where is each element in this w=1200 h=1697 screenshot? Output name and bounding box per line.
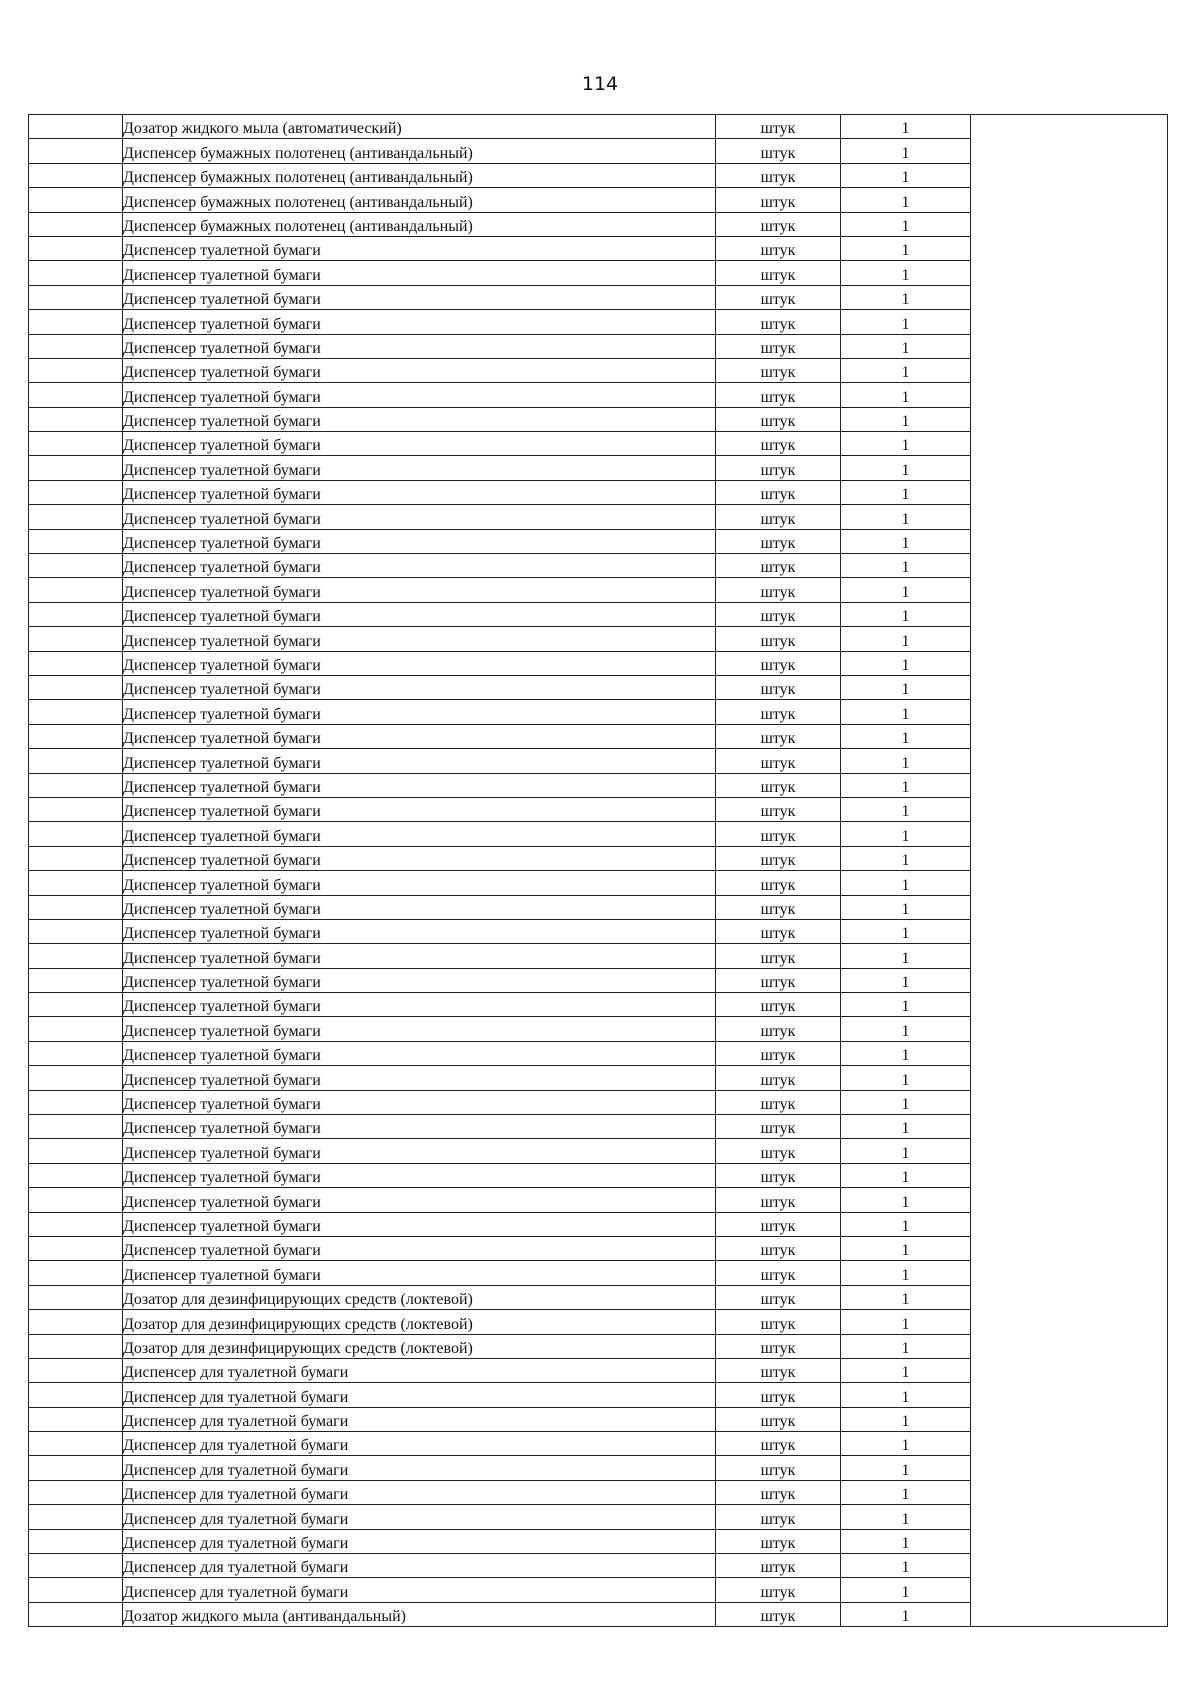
unit-cell: штук	[716, 358, 841, 382]
quantity-cell: 1	[841, 358, 971, 382]
quantity-cell: 1	[841, 407, 971, 431]
unit-cell: штук	[716, 1602, 841, 1626]
item-name-cell: Диспенсер бумажных полотенец (антивандальный)	[123, 188, 716, 212]
item-name-cell: Диспенсер туалетной бумаги	[123, 358, 716, 382]
item-name-cell: Дозатор для дезинфицирующих средств (локтевой)	[123, 1310, 716, 1334]
item-name-cell: Диспенсер туалетной бумаги	[123, 797, 716, 821]
item-name-cell: Дозатор для дезинфицирующих средств (локтевой)	[123, 1285, 716, 1309]
item-name-cell: Диспенсер туалетной бумаги	[123, 1261, 716, 1285]
unit-cell: штук	[716, 1456, 841, 1480]
item-name-cell: Диспенсер туалетной бумаги	[123, 675, 716, 699]
unit-cell: штук	[716, 871, 841, 895]
item-name-cell: Диспенсер для туалетной бумаги	[123, 1358, 716, 1382]
item-name-cell: Дозатор для дезинфицирующих средств (локтевой)	[123, 1334, 716, 1358]
item-name-cell: Диспенсер для туалетной бумаги	[123, 1505, 716, 1529]
unit-cell: штук	[716, 1163, 841, 1187]
row-number-cell	[29, 1212, 123, 1236]
row-number-cell	[29, 1139, 123, 1163]
row-number-cell	[29, 797, 123, 821]
quantity-cell: 1	[841, 651, 971, 675]
unit-cell: штук	[716, 1407, 841, 1431]
quantity-cell: 1	[841, 261, 971, 285]
row-number-cell	[29, 871, 123, 895]
row-number-cell	[29, 1554, 123, 1578]
row-number-cell	[29, 724, 123, 748]
item-name-cell: Диспенсер туалетной бумаги	[123, 1115, 716, 1139]
quantity-cell: 1	[841, 432, 971, 456]
item-name-cell: Диспенсер туалетной бумаги	[123, 432, 716, 456]
item-name-cell: Диспенсер туалетной бумаги	[123, 456, 716, 480]
row-number-cell	[29, 529, 123, 553]
unit-cell: штук	[716, 1505, 841, 1529]
quantity-cell: 1	[841, 188, 971, 212]
unit-cell: штук	[716, 310, 841, 334]
unit-cell: штук	[716, 846, 841, 870]
item-name-cell: Диспенсер туалетной бумаги	[123, 310, 716, 334]
item-name-cell: Диспенсер туалетной бумаги	[123, 480, 716, 504]
quantity-cell: 1	[841, 1358, 971, 1382]
quantity-cell: 1	[841, 456, 971, 480]
row-number-cell	[29, 1334, 123, 1358]
item-name-cell: Диспенсер туалетной бумаги	[123, 285, 716, 309]
quantity-cell: 1	[841, 1163, 971, 1187]
quantity-cell: 1	[841, 797, 971, 821]
quantity-cell: 1	[841, 115, 971, 139]
unit-cell: штук	[716, 919, 841, 943]
quantity-cell: 1	[841, 236, 971, 260]
row-number-cell	[29, 1529, 123, 1553]
row-number-cell	[29, 968, 123, 992]
unit-cell: штук	[716, 1310, 841, 1334]
row-number-cell	[29, 1090, 123, 1114]
row-number-cell	[29, 1188, 123, 1212]
quantity-cell: 1	[841, 1090, 971, 1114]
row-number-cell	[29, 1456, 123, 1480]
quantity-cell: 1	[841, 1529, 971, 1553]
quantity-cell: 1	[841, 602, 971, 626]
row-number-cell	[29, 1310, 123, 1334]
row-number-cell	[29, 212, 123, 236]
row-number-cell	[29, 700, 123, 724]
row-number-cell	[29, 846, 123, 870]
quantity-cell: 1	[841, 1407, 971, 1431]
row-number-cell	[29, 310, 123, 334]
unit-cell: штук	[716, 993, 841, 1017]
item-name-cell: Диспенсер туалетной бумаги	[123, 1236, 716, 1260]
unit-cell: штук	[716, 1041, 841, 1065]
quantity-cell: 1	[841, 1212, 971, 1236]
quantity-cell: 1	[841, 1432, 971, 1456]
quantity-cell: 1	[841, 1261, 971, 1285]
row-number-cell	[29, 358, 123, 382]
page-number: 114	[581, 73, 619, 95]
quantity-cell: 1	[841, 871, 971, 895]
unit-cell: штук	[716, 554, 841, 578]
quantity-cell: 1	[841, 529, 971, 553]
row-number-cell	[29, 188, 123, 212]
item-name-cell: Диспенсер туалетной бумаги	[123, 1066, 716, 1090]
unit-cell: штук	[716, 334, 841, 358]
row-number-cell	[29, 1285, 123, 1309]
unit-cell: штук	[716, 212, 841, 236]
quantity-cell: 1	[841, 139, 971, 163]
item-name-cell: Диспенсер туалетной бумаги	[123, 919, 716, 943]
item-name-cell: Диспенсер туалетной бумаги	[123, 724, 716, 748]
row-number-cell	[29, 334, 123, 358]
item-name-cell: Диспенсер для туалетной бумаги	[123, 1383, 716, 1407]
item-name-cell: Диспенсер туалетной бумаги	[123, 1212, 716, 1236]
unit-cell: штук	[716, 968, 841, 992]
table-row	[29, 115, 1168, 139]
item-name-cell: Диспенсер для туалетной бумаги	[123, 1554, 716, 1578]
unit-cell: штук	[716, 236, 841, 260]
row-number-cell	[29, 432, 123, 456]
unit-cell: штук	[716, 1261, 841, 1285]
quantity-cell: 1	[841, 212, 971, 236]
unit-cell: штук	[716, 139, 841, 163]
unit-cell: штук	[716, 456, 841, 480]
quantity-cell: 1	[841, 993, 971, 1017]
unit-cell: штук	[716, 261, 841, 285]
row-number-cell	[29, 919, 123, 943]
unit-cell: штук	[716, 944, 841, 968]
row-number-cell	[29, 1383, 123, 1407]
row-number-cell	[29, 895, 123, 919]
row-number-cell	[29, 578, 123, 602]
quantity-cell: 1	[841, 1188, 971, 1212]
item-name-cell: Диспенсер туалетной бумаги	[123, 968, 716, 992]
quantity-cell: 1	[841, 627, 971, 651]
item-name-cell: Диспенсер туалетной бумаги	[123, 236, 716, 260]
quantity-cell: 1	[841, 675, 971, 699]
row-number-cell	[29, 163, 123, 187]
unit-cell: штук	[716, 1066, 841, 1090]
unit-cell: штук	[716, 1578, 841, 1602]
quantity-cell: 1	[841, 895, 971, 919]
unit-cell: штук	[716, 1358, 841, 1382]
quantity-cell: 1	[841, 1285, 971, 1309]
row-number-cell	[29, 627, 123, 651]
unit-cell: штук	[716, 602, 841, 626]
item-name-cell: Диспенсер бумажных полотенец (антивандальный)	[123, 163, 716, 187]
quantity-cell: 1	[841, 1041, 971, 1065]
unit-cell: штук	[716, 627, 841, 651]
quantity-cell: 1	[841, 1017, 971, 1041]
item-name-cell: Диспенсер туалетной бумаги	[123, 1041, 716, 1065]
row-number-cell	[29, 285, 123, 309]
unit-cell: штук	[716, 1188, 841, 1212]
row-number-cell	[29, 139, 123, 163]
row-number-cell	[29, 456, 123, 480]
unit-cell: штук	[716, 1212, 841, 1236]
row-number-cell	[29, 261, 123, 285]
quantity-cell: 1	[841, 505, 971, 529]
item-name-cell: Диспенсер для туалетной бумаги	[123, 1456, 716, 1480]
unit-cell: штук	[716, 1383, 841, 1407]
row-number-cell	[29, 383, 123, 407]
unit-cell: штук	[716, 1529, 841, 1553]
quantity-cell: 1	[841, 944, 971, 968]
item-name-cell: Диспенсер туалетной бумаги	[123, 1163, 716, 1187]
quantity-cell: 1	[841, 1480, 971, 1504]
quantity-cell: 1	[841, 1334, 971, 1358]
row-number-cell	[29, 1017, 123, 1041]
unit-cell: штук	[716, 529, 841, 553]
item-name-cell: Дозатор жидкого мыла (антивандальный)	[123, 1602, 716, 1626]
quantity-cell: 1	[841, 334, 971, 358]
quantity-cell: 1	[841, 1505, 971, 1529]
row-number-cell	[29, 1236, 123, 1260]
item-name-cell: Диспенсер туалетной бумаги	[123, 773, 716, 797]
row-number-cell	[29, 675, 123, 699]
unit-cell: штук	[716, 1432, 841, 1456]
item-name-cell: Диспенсер туалетной бумаги	[123, 944, 716, 968]
quantity-cell: 1	[841, 383, 971, 407]
item-name-cell: Диспенсер туалетной бумаги	[123, 1017, 716, 1041]
quantity-cell: 1	[841, 749, 971, 773]
unit-cell: штук	[716, 1236, 841, 1260]
item-name-cell: Диспенсер бумажных полотенец (антивандальный)	[123, 139, 716, 163]
row-number-cell	[29, 1505, 123, 1529]
quantity-cell: 1	[841, 285, 971, 309]
unit-cell: штук	[716, 724, 841, 748]
item-name-cell: Диспенсер туалетной бумаги	[123, 407, 716, 431]
unit-cell: штук	[716, 651, 841, 675]
row-number-cell	[29, 480, 123, 504]
row-number-cell	[29, 1358, 123, 1382]
quantity-cell: 1	[841, 846, 971, 870]
item-name-cell: Диспенсер туалетной бумаги	[123, 993, 716, 1017]
row-number-cell	[29, 505, 123, 529]
quantity-cell: 1	[841, 1066, 971, 1090]
unit-cell: штук	[716, 895, 841, 919]
item-name-cell: Диспенсер туалетной бумаги	[123, 602, 716, 626]
item-name-cell: Диспенсер туалетной бумаги	[123, 261, 716, 285]
row-number-cell	[29, 1432, 123, 1456]
unit-cell: штук	[716, 797, 841, 821]
quantity-cell: 1	[841, 1115, 971, 1139]
item-name-cell: Диспенсер для туалетной бумаги	[123, 1480, 716, 1504]
item-name-cell: Диспенсер для туалетной бумаги	[123, 1432, 716, 1456]
quantity-cell: 1	[841, 724, 971, 748]
unit-cell: штук	[716, 432, 841, 456]
quantity-cell: 1	[841, 310, 971, 334]
item-name-cell: Диспенсер туалетной бумаги	[123, 383, 716, 407]
unit-cell: штук	[716, 749, 841, 773]
quantity-cell: 1	[841, 822, 971, 846]
item-name-cell: Диспенсер туалетной бумаги	[123, 578, 716, 602]
unit-cell: штук	[716, 1017, 841, 1041]
item-name-cell: Диспенсер туалетной бумаги	[123, 1090, 716, 1114]
quantity-cell: 1	[841, 919, 971, 943]
unit-cell: штук	[716, 505, 841, 529]
quantity-cell: 1	[841, 1602, 971, 1626]
row-number-cell	[29, 236, 123, 260]
unit-cell: штук	[716, 285, 841, 309]
unit-cell: штук	[716, 383, 841, 407]
unit-cell: штук	[716, 773, 841, 797]
row-number-cell	[29, 651, 123, 675]
unit-cell: штук	[716, 1480, 841, 1504]
quantity-cell: 1	[841, 773, 971, 797]
quantity-cell: 1	[841, 700, 971, 724]
quantity-cell: 1	[841, 578, 971, 602]
row-number-cell	[29, 944, 123, 968]
quantity-cell: 1	[841, 554, 971, 578]
item-name-cell: Диспенсер туалетной бумаги	[123, 895, 716, 919]
unit-cell: штук	[716, 1090, 841, 1114]
note-cell	[971, 115, 1168, 1627]
unit-cell: штук	[716, 1554, 841, 1578]
quantity-cell: 1	[841, 1236, 971, 1260]
item-name-cell: Диспенсер туалетной бумаги	[123, 822, 716, 846]
unit-cell: штук	[716, 675, 841, 699]
row-number-cell	[29, 1041, 123, 1065]
item-name-cell: Диспенсер бумажных полотенец (антивандальный)	[123, 212, 716, 236]
row-number-cell	[29, 115, 123, 139]
item-name-cell: Диспенсер туалетной бумаги	[123, 334, 716, 358]
row-number-cell	[29, 1480, 123, 1504]
quantity-cell: 1	[841, 1139, 971, 1163]
row-number-cell	[29, 1578, 123, 1602]
unit-cell: штук	[716, 480, 841, 504]
unit-cell: штук	[716, 822, 841, 846]
item-name-cell: Диспенсер туалетной бумаги	[123, 700, 716, 724]
item-name-cell: Диспенсер туалетной бумаги	[123, 529, 716, 553]
row-number-cell	[29, 773, 123, 797]
unit-cell: штук	[716, 163, 841, 187]
item-name-cell: Диспенсер туалетной бумаги	[123, 627, 716, 651]
item-name-cell: Диспенсер туалетной бумаги	[123, 1139, 716, 1163]
quantity-cell: 1	[841, 1578, 971, 1602]
item-name-cell: Диспенсер туалетной бумаги	[123, 846, 716, 870]
item-name-cell: Дозатор жидкого мыла (автоматический)	[123, 115, 716, 139]
item-name-cell: Диспенсер туалетной бумаги	[123, 651, 716, 675]
quantity-cell: 1	[841, 1554, 971, 1578]
unit-cell: штук	[716, 1285, 841, 1309]
item-name-cell: Диспенсер туалетной бумаги	[123, 505, 716, 529]
unit-cell: штук	[716, 188, 841, 212]
row-number-cell	[29, 822, 123, 846]
item-name-cell: Диспенсер туалетной бумаги	[123, 871, 716, 895]
item-name-cell: Диспенсер туалетной бумаги	[123, 749, 716, 773]
item-name-cell: Диспенсер туалетной бумаги	[123, 554, 716, 578]
row-number-cell	[29, 1602, 123, 1626]
item-name-cell: Диспенсер для туалетной бумаги	[123, 1529, 716, 1553]
row-number-cell	[29, 407, 123, 431]
quantity-cell: 1	[841, 1456, 971, 1480]
row-number-cell	[29, 1163, 123, 1187]
quantity-cell: 1	[841, 968, 971, 992]
row-number-cell	[29, 1261, 123, 1285]
unit-cell: штук	[716, 1334, 841, 1358]
items-table-body	[29, 115, 1168, 1627]
unit-cell: штук	[716, 1139, 841, 1163]
quantity-cell: 1	[841, 480, 971, 504]
quantity-cell: 1	[841, 163, 971, 187]
unit-cell: штук	[716, 1115, 841, 1139]
item-name-cell: Диспенсер для туалетной бумаги	[123, 1407, 716, 1431]
row-number-cell	[29, 993, 123, 1017]
item-name-cell: Диспенсер для туалетной бумаги	[123, 1578, 716, 1602]
unit-cell: штук	[716, 407, 841, 431]
quantity-cell: 1	[841, 1383, 971, 1407]
row-number-cell	[29, 602, 123, 626]
item-name-cell: Диспенсер туалетной бумаги	[123, 1188, 716, 1212]
unit-cell: штук	[716, 115, 841, 139]
row-number-cell	[29, 749, 123, 773]
row-number-cell	[29, 1407, 123, 1431]
items-table	[28, 114, 1168, 1627]
unit-cell: штук	[716, 700, 841, 724]
row-number-cell	[29, 1066, 123, 1090]
unit-cell: штук	[716, 578, 841, 602]
row-number-cell	[29, 554, 123, 578]
quantity-cell: 1	[841, 1310, 971, 1334]
row-number-cell	[29, 1115, 123, 1139]
